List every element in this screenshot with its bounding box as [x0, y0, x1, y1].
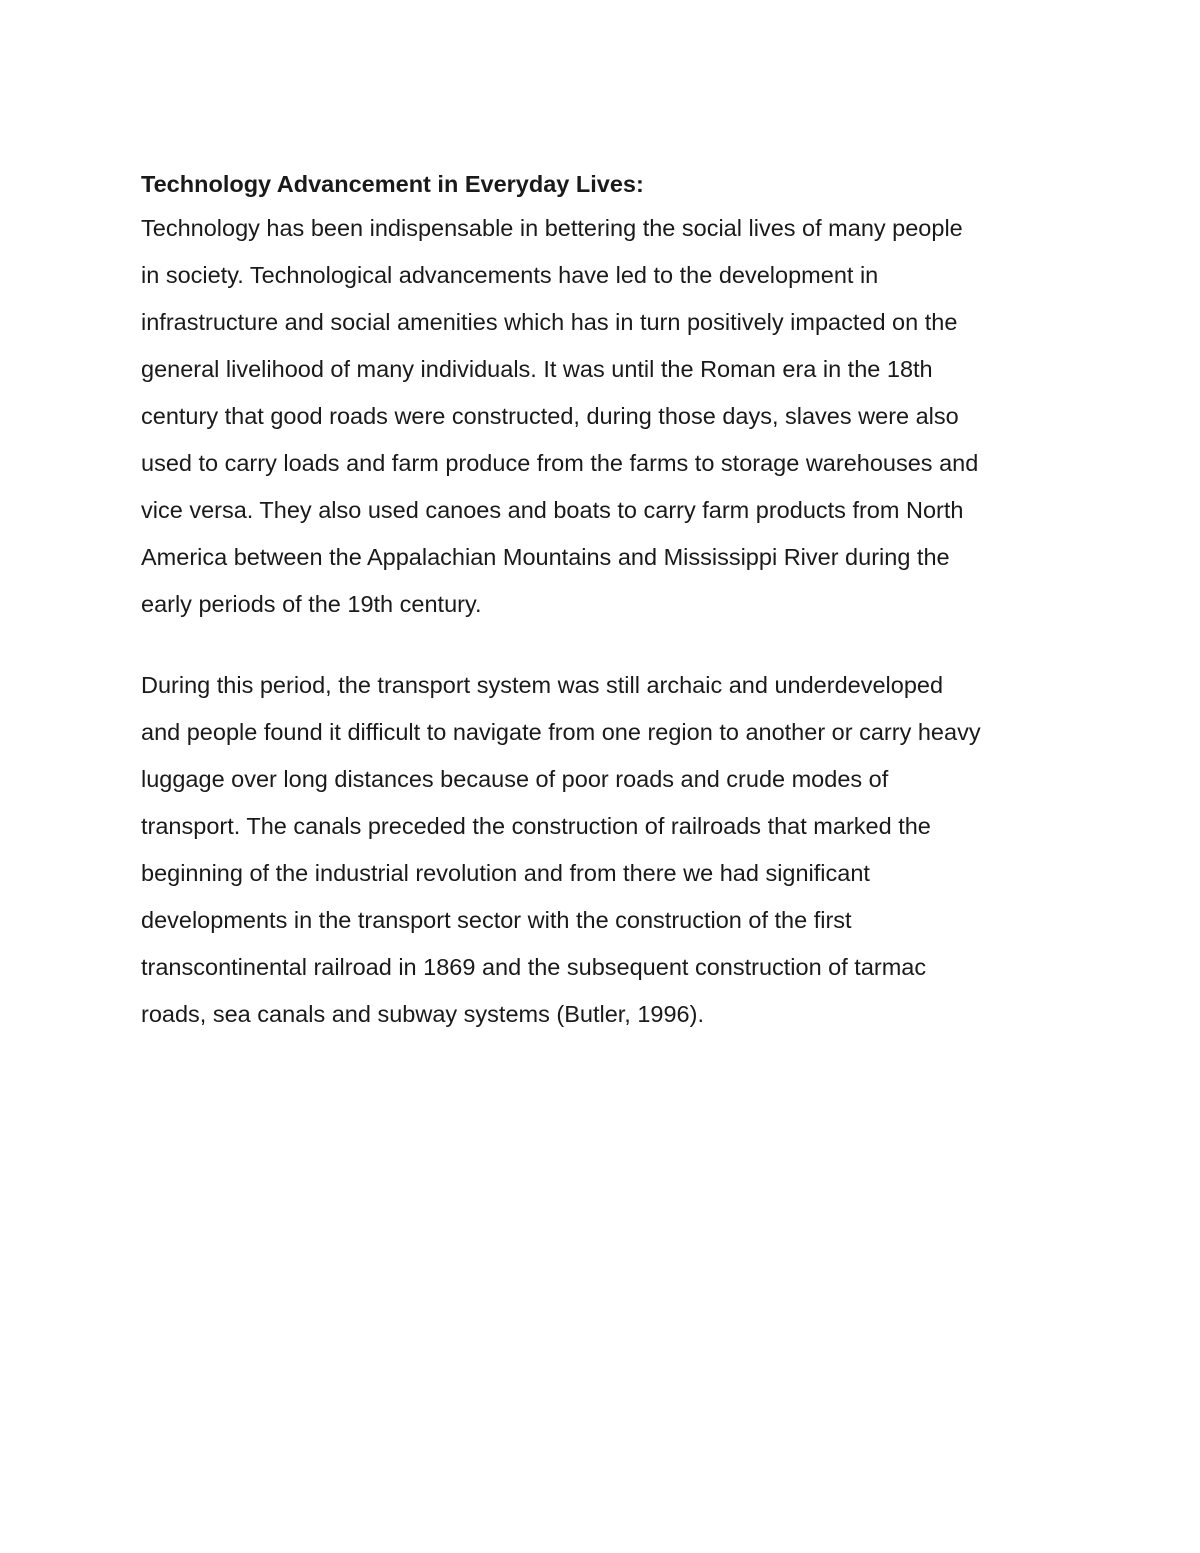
- document-heading: Technology Advancement in Everyday Lives:: [141, 171, 644, 197]
- text-line: During this period, the transport system was still archaic and underdeveloped: [141, 672, 944, 698]
- text-line: beginning of the industrial revolution and from there we had significant: [141, 860, 870, 886]
- text-line: early periods of the 19th century.: [141, 591, 482, 617]
- text-line: general livelihood of many individuals. It was until the Roman era in the 18th: [141, 356, 933, 382]
- text-line: luggage over long distances because of poor roads and crude modes of: [141, 766, 889, 792]
- text-line: transcontinental railroad in 1869 and the subsequent construction of tarmac: [141, 954, 927, 980]
- text-line: vice versa. They also used canoes and boats to carry farm products from North: [141, 497, 964, 523]
- text-line: America between the Appalachian Mountains and Mississippi River during the: [141, 544, 950, 570]
- text-line: century that good roads were constructed, during those days, slaves were also: [141, 403, 959, 429]
- paragraph-spacer: [141, 628, 1066, 662]
- text-line: and people found it difficult to navigate from one region to another or carry heavy: [141, 719, 981, 745]
- text-line: developments in the transport sector with the construction of the first: [141, 907, 852, 933]
- paragraph-2: [141, 662, 1066, 1038]
- text-line: in society. Technological advancements have led to the development in: [141, 262, 879, 288]
- text-line: used to carry loads and farm produce from the farms to storage warehouses and: [141, 450, 979, 476]
- text-line: infrastructure and social amenities which has in turn positively impacted on the: [141, 309, 958, 335]
- text-line: transport. The canals preceded the construction of railroads that marked the: [141, 813, 931, 839]
- paragraph-1: [141, 205, 1066, 628]
- document-body: [141, 164, 1066, 1038]
- text-line: roads, sea canals and subway systems (Butler, 1996).: [141, 1001, 704, 1027]
- text-line: Technology has been indispensable in bettering the social lives of many people: [141, 215, 963, 241]
